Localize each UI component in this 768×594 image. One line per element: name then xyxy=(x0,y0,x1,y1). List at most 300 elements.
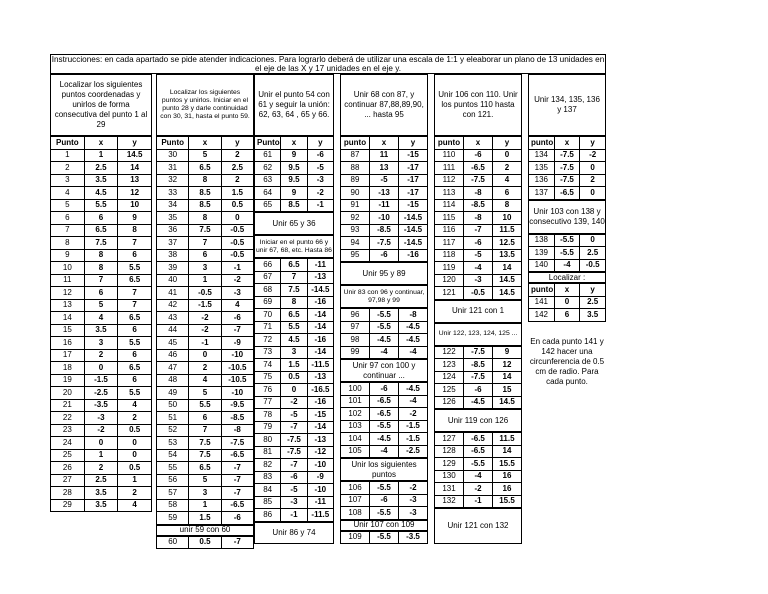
point-cell: 6 xyxy=(51,212,85,225)
x-cell: 5.5 xyxy=(189,399,221,412)
section-3 xyxy=(254,74,334,544)
y-cell: 0.5 xyxy=(118,462,152,475)
column-header: Punto xyxy=(51,137,85,150)
section-4-note-3: Unir 97 con 100 y continuar ... xyxy=(340,359,428,382)
y-cell: -8.5 xyxy=(221,412,253,425)
point-cell: 18 xyxy=(51,362,85,375)
point-cell: 135 xyxy=(529,162,555,175)
y-cell: -15 xyxy=(307,409,333,422)
x-cell: -2 xyxy=(189,324,221,337)
y-cell: 1.5 xyxy=(221,187,253,200)
point-cell: 1 xyxy=(51,149,85,162)
table-row xyxy=(51,387,152,400)
table-row xyxy=(157,387,254,400)
y-cell: -13 xyxy=(307,434,333,447)
x-cell: -5 xyxy=(464,249,493,262)
section-6 xyxy=(528,74,606,402)
point-cell: 77 xyxy=(255,396,281,409)
table-row xyxy=(51,212,152,225)
table-row xyxy=(51,287,152,300)
table-row xyxy=(51,449,152,462)
table-row xyxy=(51,437,152,450)
y-cell: -0.5 xyxy=(580,259,606,272)
x-cell: 1.5 xyxy=(281,359,307,372)
x-cell: 0 xyxy=(281,384,307,397)
table-row xyxy=(51,474,152,487)
column-header: y xyxy=(399,137,428,150)
point-cell: 53 xyxy=(157,437,189,450)
section-3-table-1 xyxy=(254,136,334,212)
point-cell: 79 xyxy=(255,421,281,434)
x-cell: 9 xyxy=(281,187,307,200)
table-row xyxy=(157,424,254,437)
table-row xyxy=(157,262,254,275)
y-cell: -3 xyxy=(307,174,333,187)
point-cell: 104 xyxy=(341,433,370,446)
y-cell: 3.5 xyxy=(580,309,606,322)
y-cell: 9 xyxy=(118,212,152,225)
header-row xyxy=(529,137,606,150)
table-row xyxy=(341,445,428,458)
y-cell: -14.5 xyxy=(399,237,428,250)
point-cell: 119 xyxy=(435,262,464,275)
y-cell: -16 xyxy=(307,334,333,347)
x-cell: 8 xyxy=(84,262,118,275)
table-row xyxy=(435,470,522,483)
y-cell: 10 xyxy=(118,199,152,212)
x-cell: 7.5 xyxy=(189,449,221,462)
section-4-table-2 xyxy=(340,308,428,359)
point-cell: 90 xyxy=(341,187,370,200)
y-cell: -2.5 xyxy=(399,445,428,458)
point-cell: 131 xyxy=(435,483,464,496)
y-cell: 5.5 xyxy=(118,337,152,350)
x-cell: -6.5 xyxy=(464,433,493,446)
y-cell: -10.5 xyxy=(221,374,253,387)
table-row xyxy=(255,149,334,162)
table-row xyxy=(51,412,152,425)
table-row xyxy=(435,458,522,471)
point-cell: 94 xyxy=(341,237,370,250)
point-cell: 93 xyxy=(341,224,370,237)
y-cell: -7 xyxy=(221,536,253,549)
y-cell: -2 xyxy=(307,187,333,200)
table-row xyxy=(157,462,254,475)
column-header: y xyxy=(118,137,152,150)
y-cell: -2 xyxy=(399,408,428,421)
table-row xyxy=(255,471,334,484)
point-cell: 14 xyxy=(51,312,85,325)
y-cell: 2 xyxy=(221,174,253,187)
y-cell: 12.5 xyxy=(493,237,522,250)
point-cell: 115 xyxy=(435,212,464,225)
section-5-note-2: Unir 122, 123, 124, 125 ... xyxy=(434,323,522,346)
section-3-note-2: Iniciar en el punto 66 y unir 67, 68, etc. Hasta 86 xyxy=(254,235,334,258)
y-cell: 8 xyxy=(493,199,522,212)
section-5-note-1: Unir 121 con 1 xyxy=(434,300,522,323)
point-cell: 83 xyxy=(255,471,281,484)
table-row xyxy=(157,362,254,375)
y-cell: 10 xyxy=(493,212,522,225)
point-cell: 43 xyxy=(157,312,189,325)
point-cell: 50 xyxy=(157,399,189,412)
x-cell: 6.5 xyxy=(84,224,118,237)
section-5-table-1 xyxy=(434,136,522,300)
x-cell: 7 xyxy=(189,237,221,250)
point-cell: 128 xyxy=(435,445,464,458)
table-row xyxy=(341,309,428,322)
point-cell: 36 xyxy=(157,224,189,237)
y-cell: -17 xyxy=(399,162,428,175)
point-cell: 67 xyxy=(255,271,281,284)
section-6-table-2 xyxy=(528,234,606,273)
y-cell: 6 xyxy=(118,249,152,262)
point-cell: 114 xyxy=(435,199,464,212)
x-cell: 7.5 xyxy=(189,437,221,450)
x-cell: -1 xyxy=(189,337,221,350)
x-cell: 6 xyxy=(189,412,221,425)
y-cell: 9 xyxy=(493,346,522,359)
point-cell: 92 xyxy=(341,212,370,225)
section-2-description: Localizar los siguientes puntos y unirlos. Iniciar en el punto 28 y darle continuidad con 30, 31, hasta el punto 59. xyxy=(156,74,254,136)
table-row xyxy=(157,187,254,200)
table-row xyxy=(157,374,254,387)
x-cell: 7 xyxy=(189,424,221,437)
point-cell: 80 xyxy=(255,434,281,447)
section-3-description: Unir el punto 54 con 61 y seguir la unión: 62, 63, 64 , 65 y 66. xyxy=(254,74,334,136)
x-cell: -10 xyxy=(370,212,399,225)
table-row xyxy=(255,434,334,447)
y-cell: -16 xyxy=(307,296,333,309)
table-row xyxy=(157,349,254,362)
point-cell: 117 xyxy=(435,237,464,250)
y-cell: -12 xyxy=(307,446,333,459)
y-cell: -4.5 xyxy=(399,334,428,347)
point-cell: 64 xyxy=(255,187,281,200)
table-row xyxy=(435,384,522,397)
x-cell: -6 xyxy=(464,384,493,397)
point-cell: 7 xyxy=(51,224,85,237)
table-row xyxy=(51,249,152,262)
column-header: x xyxy=(370,137,399,150)
y-cell: 0 xyxy=(580,162,606,175)
x-cell: 6 xyxy=(189,249,221,262)
y-cell: 0 xyxy=(493,149,522,162)
point-cell: 105 xyxy=(341,445,370,458)
point-cell: 40 xyxy=(157,274,189,287)
y-cell: 14 xyxy=(493,262,522,275)
table-row xyxy=(157,299,254,312)
x-cell: -6.5 xyxy=(370,395,399,408)
y-cell: 13.5 xyxy=(493,249,522,262)
point-cell: 97 xyxy=(341,321,370,334)
y-cell: -2 xyxy=(580,149,606,162)
y-cell: 6.5 xyxy=(118,274,152,287)
table-row xyxy=(157,149,254,162)
column-header: punto xyxy=(435,137,464,150)
header-row xyxy=(51,137,152,150)
point-cell: 68 xyxy=(255,284,281,297)
y-cell: -4 xyxy=(399,346,428,359)
point-cell: 44 xyxy=(157,324,189,337)
point-cell: 112 xyxy=(435,174,464,187)
point-cell: 127 xyxy=(435,433,464,446)
section-6-note-3: En cada punto 141 y 142 hacer una circunferencia de 0.5 cm de radio. Para cada punto. xyxy=(529,336,605,386)
point-cell: 48 xyxy=(157,374,189,387)
y-cell: -9.5 xyxy=(221,399,253,412)
y-cell: -2 xyxy=(399,482,428,495)
point-cell: 27 xyxy=(51,474,85,487)
table-row xyxy=(51,487,152,500)
section-6-table-1 xyxy=(528,136,606,200)
section-2-last-table xyxy=(156,536,254,550)
point-cell: 108 xyxy=(341,507,370,520)
point-cell: 66 xyxy=(255,259,281,272)
column-header: y xyxy=(580,137,606,150)
point-cell: 122 xyxy=(435,346,464,359)
point-cell: 120 xyxy=(435,274,464,287)
y-cell: -0.5 xyxy=(221,249,253,262)
x-cell: 1.5 xyxy=(189,512,221,525)
table-row xyxy=(435,396,522,409)
y-cell: 13 xyxy=(118,174,152,187)
section-6-note-2: Localizar : xyxy=(528,272,606,283)
y-cell: 0.5 xyxy=(221,199,253,212)
point-cell: 102 xyxy=(341,408,370,421)
table-row xyxy=(255,359,334,372)
point-cell: 109 xyxy=(341,531,370,544)
table-row xyxy=(255,371,334,384)
point-cell: 85 xyxy=(255,496,281,509)
table-row xyxy=(435,199,522,212)
section-2 xyxy=(156,74,254,549)
table-row xyxy=(341,162,428,175)
y-cell: 15.5 xyxy=(493,495,522,508)
x-cell: -5.5 xyxy=(554,247,580,260)
point-cell: 137 xyxy=(529,187,555,200)
table-row xyxy=(435,237,522,250)
point-cell: 23 xyxy=(51,424,85,437)
point-cell: 98 xyxy=(341,334,370,347)
x-cell: -5.5 xyxy=(554,234,580,247)
y-cell: -7 xyxy=(221,487,253,500)
x-cell: -7.5 xyxy=(370,237,399,250)
y-cell: 6 xyxy=(118,324,152,337)
x-cell: 0 xyxy=(84,437,118,450)
y-cell: -14 xyxy=(307,346,333,359)
y-cell: 2 xyxy=(221,149,253,162)
x-cell: 4 xyxy=(189,374,221,387)
y-cell: -14 xyxy=(307,421,333,434)
x-cell: -4 xyxy=(370,346,399,359)
point-cell: 121 xyxy=(435,287,464,300)
point-cell: 55 xyxy=(157,462,189,475)
point-cell: 19 xyxy=(51,374,85,387)
table-row xyxy=(341,395,428,408)
table-row xyxy=(51,312,152,325)
section-6-description: Unir 134, 135, 136 y 137 xyxy=(528,74,606,136)
y-cell: -11 xyxy=(307,496,333,509)
x-cell: 6.5 xyxy=(281,309,307,322)
point-cell: 87 xyxy=(341,149,370,162)
table-row xyxy=(255,259,334,272)
x-cell: -7.5 xyxy=(554,174,580,187)
x-cell: 3.5 xyxy=(84,324,118,337)
x-cell: 2 xyxy=(84,349,118,362)
point-cell: 96 xyxy=(341,309,370,322)
point-cell: 22 xyxy=(51,412,85,425)
table-row xyxy=(341,174,428,187)
y-cell: 2 xyxy=(580,174,606,187)
section-2-note: unir 59 con 60 xyxy=(156,525,254,536)
point-cell: 124 xyxy=(435,371,464,384)
point-cell: 41 xyxy=(157,287,189,300)
x-cell: 7 xyxy=(281,271,307,284)
point-cell: 142 xyxy=(529,309,555,322)
point-cell: 110 xyxy=(435,149,464,162)
table-row xyxy=(341,482,428,495)
y-cell: 7 xyxy=(118,299,152,312)
x-cell: -7.5 xyxy=(554,149,580,162)
table-row xyxy=(157,487,254,500)
table-row xyxy=(51,349,152,362)
table-row xyxy=(255,421,334,434)
table-row xyxy=(435,212,522,225)
x-cell: 9 xyxy=(281,149,307,162)
x-cell: -2 xyxy=(281,396,307,409)
table-row xyxy=(157,199,254,212)
y-cell: 14.5 xyxy=(493,396,522,409)
table-row xyxy=(255,484,334,497)
point-cell: 45 xyxy=(157,337,189,350)
y-cell: 14 xyxy=(493,371,522,384)
point-cell: 106 xyxy=(341,482,370,495)
point-cell: 72 xyxy=(255,334,281,347)
table-row xyxy=(51,274,152,287)
point-cell: 113 xyxy=(435,187,464,200)
y-cell: 4 xyxy=(118,399,152,412)
point-cell: 81 xyxy=(255,446,281,459)
y-cell: -17 xyxy=(399,174,428,187)
table-row xyxy=(51,162,152,175)
point-cell: 16 xyxy=(51,337,85,350)
point-cell: 91 xyxy=(341,199,370,212)
table-row xyxy=(157,174,254,187)
table-row xyxy=(341,433,428,446)
header-row xyxy=(529,284,606,297)
point-cell: 38 xyxy=(157,249,189,262)
x-cell: -6.5 xyxy=(464,445,493,458)
y-cell: -3.5 xyxy=(399,531,428,544)
x-cell: 3 xyxy=(189,487,221,500)
point-cell: 126 xyxy=(435,396,464,409)
x-cell: -4.5 xyxy=(370,334,399,347)
y-cell: -1.5 xyxy=(399,420,428,433)
section-5-description: Unir 106 con 110. Unir los puntos 110 hasta con 121. xyxy=(434,74,522,136)
column-header: x xyxy=(281,137,307,150)
table-row xyxy=(435,495,522,508)
table-row xyxy=(435,346,522,359)
x-cell: 6.5 xyxy=(189,462,221,475)
x-cell: -5.5 xyxy=(370,507,399,520)
table-row xyxy=(51,324,152,337)
y-cell: 4 xyxy=(118,499,152,512)
y-cell: 5.5 xyxy=(118,262,152,275)
section-4-table-3 xyxy=(340,382,428,458)
y-cell: -2 xyxy=(221,274,253,287)
y-cell: 6 xyxy=(118,349,152,362)
x-cell: -8.5 xyxy=(464,359,493,372)
x-cell: 2 xyxy=(84,462,118,475)
point-cell: 29 xyxy=(51,499,85,512)
table-row xyxy=(341,408,428,421)
y-cell: 2.5 xyxy=(580,296,606,309)
point-cell: 88 xyxy=(341,162,370,175)
section-2-table xyxy=(156,136,254,525)
y-cell: -4.5 xyxy=(399,383,428,396)
header-row xyxy=(435,137,522,150)
y-cell: 16 xyxy=(493,483,522,496)
table-row xyxy=(157,337,254,350)
section-1 xyxy=(50,74,152,512)
y-cell: -7.5 xyxy=(221,437,253,450)
point-cell: 84 xyxy=(255,484,281,497)
x-cell: 5 xyxy=(84,299,118,312)
y-cell: 5.5 xyxy=(118,387,152,400)
table-row xyxy=(157,499,254,512)
y-cell: 7 xyxy=(118,287,152,300)
x-cell: 5 xyxy=(189,474,221,487)
x-cell: 7.5 xyxy=(84,237,118,250)
point-cell: 3 xyxy=(51,174,85,187)
table-row xyxy=(51,362,152,375)
table-row xyxy=(51,224,152,237)
x-cell: 0.5 xyxy=(189,536,221,549)
y-cell: 16 xyxy=(493,470,522,483)
y-cell: 0 xyxy=(221,212,253,225)
y-cell: 6.5 xyxy=(118,312,152,325)
table-row xyxy=(157,474,254,487)
y-cell: -8 xyxy=(399,309,428,322)
x-cell: -6 xyxy=(370,249,399,262)
x-cell: 3.5 xyxy=(84,499,118,512)
y-cell: -10 xyxy=(307,459,333,472)
x-cell: -7.5 xyxy=(464,346,493,359)
point-cell: 9 xyxy=(51,249,85,262)
x-cell: -2.5 xyxy=(84,387,118,400)
table-row xyxy=(341,199,428,212)
section-4 xyxy=(340,74,428,544)
table-row xyxy=(255,384,334,397)
column-header: punto xyxy=(529,137,555,150)
x-cell: 3.5 xyxy=(84,487,118,500)
point-cell: 54 xyxy=(157,449,189,462)
x-cell: -7.5 xyxy=(281,434,307,447)
table-row xyxy=(255,199,334,212)
column-header: y xyxy=(493,137,522,150)
y-cell: -14 xyxy=(307,309,333,322)
point-cell: 95 xyxy=(341,249,370,262)
y-cell: 14 xyxy=(118,162,152,175)
x-cell: 1 xyxy=(189,499,221,512)
x-cell: 6.5 xyxy=(281,259,307,272)
y-cell: 4 xyxy=(221,299,253,312)
y-cell: 0 xyxy=(118,449,152,462)
point-cell: 75 xyxy=(255,371,281,384)
table-row xyxy=(529,247,606,260)
table-row xyxy=(255,459,334,472)
table-row xyxy=(341,494,428,507)
